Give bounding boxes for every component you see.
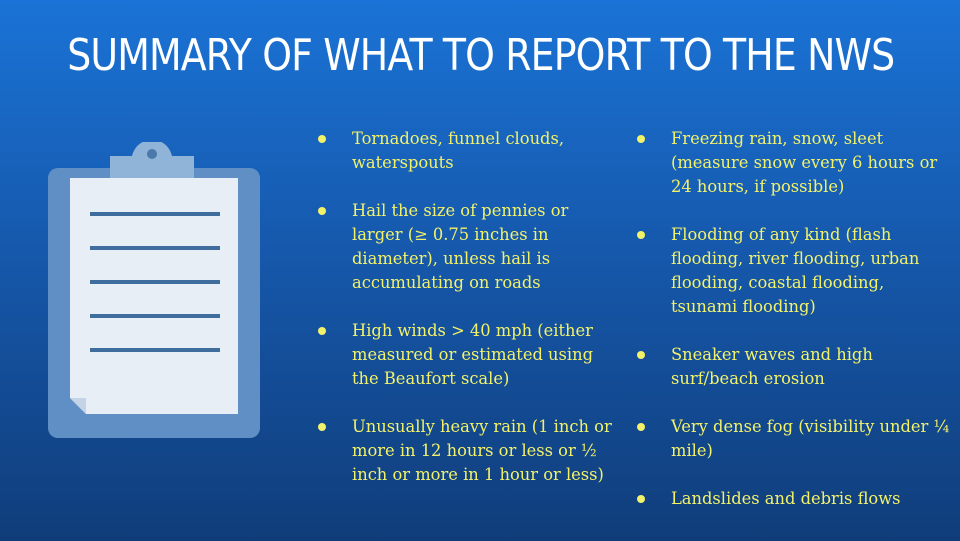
list-item: Landslides and debris flows	[635, 487, 955, 511]
list-item: Freezing rain, snow, sleet (measure snow every 6 hours or 24 hours, if possible)	[635, 127, 955, 199]
list-item: Very dense fog (visibility under ¼ mile)	[635, 415, 955, 463]
clipboard-line	[90, 280, 220, 284]
list-item: High winds > 40 mph (either measured or estimated using the Beaufort scale)	[316, 319, 616, 391]
clipboard-line	[90, 348, 220, 352]
right-bullet-list	[635, 127, 955, 511]
clipboard-clip	[110, 142, 194, 184]
clipboard-line	[90, 212, 220, 216]
clipboard-clip-hole	[147, 149, 157, 159]
clipboard-icon	[48, 142, 264, 440]
list-item: Unusually heavy rain (1 inch or more in 12 hours or less or ½ inch or more in 1 hour or less)	[316, 415, 616, 487]
clipboard-line	[90, 314, 220, 318]
list-item: Hail the size of pennies or larger (≥ 0.75 inches in diameter), unless hail is accumulating on roads	[316, 199, 616, 295]
left-bullet-list	[316, 127, 616, 487]
clipboard-line	[90, 246, 220, 250]
list-item: Sneaker waves and high surf/beach erosion	[635, 343, 955, 391]
slide-title: SUMMARY OF WHAT TO REPORT TO THE NWS	[67, 30, 895, 81]
list-item: Tornadoes, funnel clouds, waterspouts	[316, 127, 616, 175]
list-item: Flooding of any kind (flash flooding, river flooding, urban flooding, coastal flooding, tsunami flooding)	[635, 223, 955, 319]
